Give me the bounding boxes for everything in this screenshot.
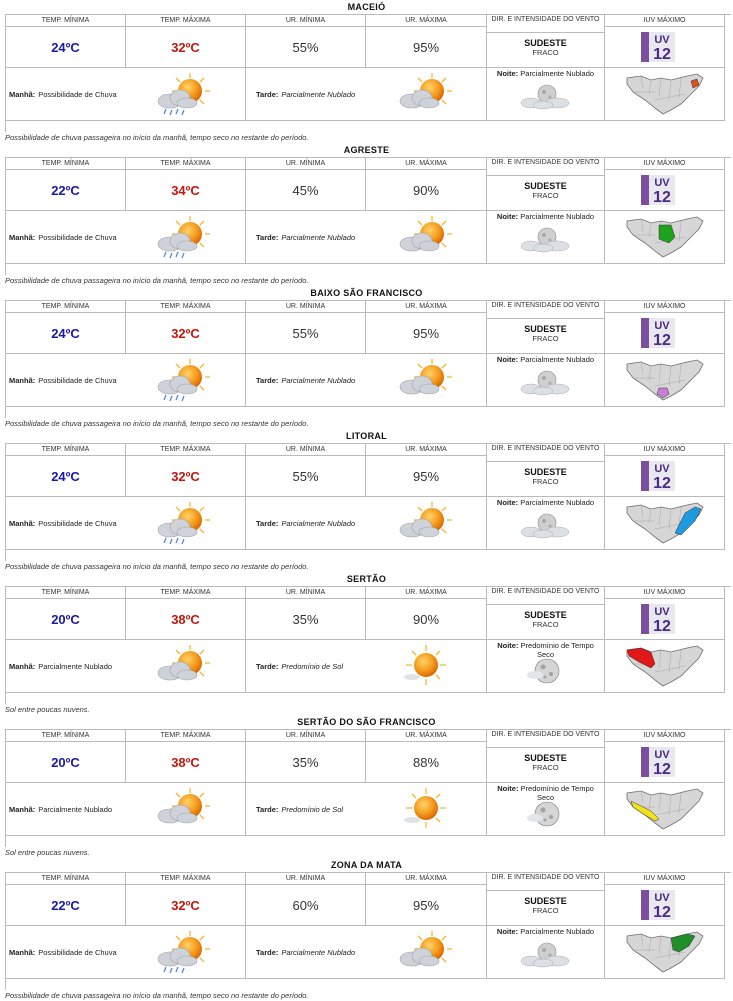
afternoon-label: Tarde: bbox=[256, 89, 279, 99]
uv-badge bbox=[641, 890, 675, 920]
night-forecast bbox=[487, 926, 604, 937]
moon-cloud-icon bbox=[517, 368, 573, 398]
temp-max-value: 38ºC bbox=[126, 599, 246, 640]
forecast-table bbox=[5, 14, 731, 132]
header-wind: DIR. E INTENSIDADE DO VENTO bbox=[487, 15, 605, 33]
header-ur-max: UR. MÁXIMA bbox=[366, 301, 487, 313]
forecast-table bbox=[5, 586, 731, 704]
forecast-note: Possibilidade de chuva passageira no início da manhã, tempo seco no restante do período. bbox=[5, 562, 309, 571]
map-cell bbox=[605, 497, 725, 550]
uv-cell bbox=[605, 456, 725, 497]
temp-min-value: 20ºC bbox=[6, 742, 126, 783]
uv-label: UV bbox=[654, 320, 670, 332]
night-cell bbox=[487, 211, 605, 264]
wind-cell bbox=[487, 33, 605, 68]
header-wind: DIR. E INTENSIDADE DO VENTO bbox=[487, 730, 605, 748]
forecast-note: Possibilidade de chuva passageira no início da manhã, tempo seco no restante do período. bbox=[5, 276, 309, 285]
morning-label: Manhã: bbox=[9, 661, 36, 671]
header-wind: DIR. E INTENSIDADE DO VENTO bbox=[487, 587, 605, 605]
forecast-table bbox=[5, 443, 731, 561]
night-text: Predomínio de Tempo Seco bbox=[520, 784, 594, 802]
wind-intensity: FRACO bbox=[532, 191, 559, 200]
morning-text: Possibilidade de Chuva bbox=[38, 518, 117, 528]
alagoas-map bbox=[625, 642, 705, 688]
forecast-note: Possibilidade de chuva passageira no início da manhã, tempo seco no restante do período. bbox=[5, 419, 309, 428]
map-cell bbox=[605, 783, 725, 836]
forecast-table bbox=[5, 729, 731, 847]
afternoon-text: Parcialmente Nublado bbox=[281, 232, 356, 242]
uv-value: 12 bbox=[653, 332, 671, 348]
night-forecast bbox=[487, 497, 604, 508]
night-forecast bbox=[487, 211, 604, 222]
night-forecast bbox=[487, 68, 604, 79]
header-temp-min: TEMP. MÍNIMA bbox=[6, 587, 126, 599]
uv-badge bbox=[641, 461, 675, 491]
sun-icon bbox=[394, 643, 458, 689]
header-temp-min: TEMP. MÍNIMA bbox=[6, 730, 126, 742]
header-wind: DIR. E INTENSIDADE DO VENTO bbox=[487, 301, 605, 319]
header-iuv: IUV MÁXIMO bbox=[605, 730, 725, 742]
ur-max-value: 88% bbox=[366, 742, 487, 783]
map-cell bbox=[605, 68, 725, 121]
temp-max-value: 38ºC bbox=[126, 742, 246, 783]
uv-badge bbox=[641, 32, 675, 62]
ur-max-value: 95% bbox=[366, 313, 487, 354]
sun-cloud-icon bbox=[152, 786, 216, 832]
sun-cloud-rain-icon bbox=[152, 357, 216, 403]
alagoas-map bbox=[625, 499, 705, 545]
header-ur-min: UR. MÍNIMA bbox=[246, 730, 366, 742]
alagoas-map bbox=[625, 785, 705, 831]
map-cell bbox=[605, 926, 725, 979]
morning-cell bbox=[6, 68, 246, 121]
region-title: ZONA DA MATA bbox=[330, 860, 403, 870]
header-iuv: IUV MÁXIMO bbox=[605, 158, 725, 170]
alagoas-map bbox=[625, 356, 705, 402]
wind-intensity: FRACO bbox=[532, 334, 559, 343]
ur-min-value: 35% bbox=[246, 599, 366, 640]
region-forecast-0 bbox=[0, 0, 733, 143]
ur-max-value: 95% bbox=[366, 885, 487, 926]
ur-min-value: 55% bbox=[246, 456, 366, 497]
header-temp-max: TEMP. MÁXIMA bbox=[126, 15, 246, 27]
header-temp-min: TEMP. MÍNIMA bbox=[6, 158, 126, 170]
temp-max-value: 34ºC bbox=[126, 170, 246, 211]
header-ur-max: UR. MÁXIMA bbox=[366, 587, 487, 599]
forecast-note: Possibilidade de chuva passageira no início da manhã, tempo seco no restante do período. bbox=[5, 133, 309, 142]
sun-cloud-rain-icon bbox=[152, 214, 216, 260]
header-temp-max: TEMP. MÁXIMA bbox=[126, 301, 246, 313]
uv-badge bbox=[641, 604, 675, 634]
uv-label: UV bbox=[654, 463, 670, 475]
wind-cell bbox=[487, 462, 605, 497]
temp-min-value: 20ºC bbox=[6, 599, 126, 640]
alagoas-map bbox=[625, 70, 705, 116]
moon-cloud-icon bbox=[517, 940, 573, 970]
wind-intensity: FRACO bbox=[532, 620, 559, 629]
night-text: Parcialmente Nublado bbox=[520, 212, 595, 221]
wind-direction: SUDESTE bbox=[524, 610, 567, 620]
afternoon-cell bbox=[246, 68, 487, 121]
afternoon-cell bbox=[246, 783, 487, 836]
uv-cell bbox=[605, 313, 725, 354]
afternoon-text: Parcialmente Nublado bbox=[281, 518, 356, 528]
night-label: Noite: bbox=[497, 641, 519, 650]
night-forecast bbox=[487, 354, 604, 365]
header-temp-min: TEMP. MÍNIMA bbox=[6, 444, 126, 456]
header-wind: DIR. E INTENSIDADE DO VENTO bbox=[487, 873, 605, 891]
uv-value: 12 bbox=[653, 618, 671, 634]
uv-label: UV bbox=[654, 606, 670, 618]
uv-label: UV bbox=[654, 749, 670, 761]
header-wind: DIR. E INTENSIDADE DO VENTO bbox=[487, 158, 605, 176]
alagoas-map bbox=[625, 928, 705, 974]
morning-label: Manhã: bbox=[9, 804, 36, 814]
region-forecast-4 bbox=[0, 572, 733, 715]
ur-min-value: 60% bbox=[246, 885, 366, 926]
morning-text: Possibilidade de Chuva bbox=[38, 89, 117, 99]
morning-cell bbox=[6, 640, 246, 693]
afternoon-text: Parcialmente Nublado bbox=[281, 375, 356, 385]
temp-max-value: 32ºC bbox=[126, 885, 246, 926]
header-iuv: IUV MÁXIMO bbox=[605, 15, 725, 27]
uv-value: 12 bbox=[653, 904, 671, 920]
region-forecast-3 bbox=[0, 429, 733, 572]
morning-cell bbox=[6, 211, 246, 264]
ur-max-value: 95% bbox=[366, 27, 487, 68]
header-temp-max: TEMP. MÁXIMA bbox=[126, 444, 246, 456]
ur-min-value: 55% bbox=[246, 313, 366, 354]
moon-cloud-icon bbox=[517, 225, 573, 255]
night-text: Parcialmente Nublado bbox=[520, 927, 595, 936]
morning-label: Manhã: bbox=[9, 375, 36, 385]
night-label: Noite: bbox=[496, 355, 519, 364]
night-text: Predomínio de Tempo Seco bbox=[520, 641, 594, 659]
header-iuv: IUV MÁXIMO bbox=[605, 301, 725, 313]
region-title: MACEIÓ bbox=[347, 2, 386, 12]
temp-min-value: 24ºC bbox=[6, 313, 126, 354]
wind-direction: SUDESTE bbox=[524, 324, 567, 334]
wind-direction: SUDESTE bbox=[524, 467, 567, 477]
night-cell bbox=[487, 926, 605, 979]
afternoon-cell bbox=[246, 926, 487, 979]
region-title: LITORAL bbox=[346, 431, 387, 441]
sun-cloud-rain-icon bbox=[152, 500, 216, 546]
night-label: Noite: bbox=[496, 69, 519, 78]
afternoon-cell bbox=[246, 497, 487, 550]
afternoon-text: Parcialmente Nublado bbox=[281, 947, 356, 957]
header-iuv: IUV MÁXIMO bbox=[605, 587, 725, 599]
night-text: Parcialmente Nublado bbox=[520, 498, 595, 507]
wind-intensity: FRACO bbox=[532, 763, 559, 772]
afternoon-label: Tarde: bbox=[256, 232, 279, 242]
forecast-table bbox=[5, 300, 731, 418]
uv-value: 12 bbox=[653, 761, 671, 777]
afternoon-label: Tarde: bbox=[256, 375, 279, 385]
header-ur-min: UR. MÍNIMA bbox=[246, 15, 366, 27]
wind-cell bbox=[487, 748, 605, 783]
ur-max-value: 90% bbox=[366, 599, 487, 640]
header-ur-min: UR. MÍNIMA bbox=[246, 301, 366, 313]
header-ur-min: UR. MÍNIMA bbox=[246, 158, 366, 170]
sun-cloud-icon bbox=[394, 357, 458, 403]
morning-text: Possibilidade de Chuva bbox=[38, 947, 117, 957]
morning-text: Parcialmente Nublado bbox=[38, 804, 113, 814]
morning-label: Manhã: bbox=[9, 947, 36, 957]
map-cell bbox=[605, 211, 725, 264]
uv-value: 12 bbox=[653, 475, 671, 491]
header-temp-max: TEMP. MÁXIMA bbox=[126, 158, 246, 170]
morning-label: Manhã: bbox=[9, 518, 36, 528]
header-ur-max: UR. MÁXIMA bbox=[366, 15, 487, 27]
temp-min-value: 24ºC bbox=[6, 27, 126, 68]
temp-min-value: 24ºC bbox=[6, 456, 126, 497]
temp-max-value: 32ºC bbox=[126, 313, 246, 354]
header-temp-max: TEMP. MÁXIMA bbox=[126, 730, 246, 742]
wind-cell bbox=[487, 176, 605, 211]
temp-max-value: 32ºC bbox=[126, 27, 246, 68]
temp-min-value: 22ºC bbox=[6, 170, 126, 211]
wind-intensity: FRACO bbox=[532, 906, 559, 915]
temp-min-value: 22ºC bbox=[6, 885, 126, 926]
region-forecast-1 bbox=[0, 143, 733, 286]
sun-cloud-icon bbox=[394, 214, 458, 260]
uv-cell bbox=[605, 170, 725, 211]
night-label: Noite: bbox=[496, 927, 519, 936]
afternoon-text: Predomínio de Sol bbox=[281, 661, 344, 671]
uv-cell bbox=[605, 599, 725, 640]
region-title: BAIXO SÃO FRANCISCO bbox=[310, 288, 423, 298]
forecast-note: Possibilidade de chuva passageira no início da manhã, tempo seco no restante do período. bbox=[5, 991, 309, 1000]
night-text: Parcialmente Nublado bbox=[520, 355, 595, 364]
region-forecast-2 bbox=[0, 286, 733, 429]
region-title: SERTÃO bbox=[346, 574, 387, 584]
ur-min-value: 35% bbox=[246, 742, 366, 783]
wind-cell bbox=[487, 891, 605, 926]
afternoon-cell bbox=[246, 354, 487, 407]
header-ur-max: UR. MÁXIMA bbox=[366, 730, 487, 742]
header-wind: DIR. E INTENSIDADE DO VENTO bbox=[487, 444, 605, 462]
morning-label: Manhã: bbox=[9, 232, 36, 242]
afternoon-label: Tarde: bbox=[256, 661, 279, 671]
sun-cloud-icon bbox=[394, 929, 458, 975]
sun-cloud-rain-icon bbox=[152, 71, 216, 117]
night-cell bbox=[487, 68, 605, 121]
forecast-table bbox=[5, 157, 731, 275]
night-label: Noite: bbox=[496, 498, 519, 507]
night-cell bbox=[487, 783, 605, 836]
wind-cell bbox=[487, 319, 605, 354]
sun-cloud-icon bbox=[394, 500, 458, 546]
afternoon-label: Tarde: bbox=[256, 804, 279, 814]
wind-direction: SUDESTE bbox=[524, 753, 567, 763]
header-ur-min: UR. MÍNIMA bbox=[246, 444, 366, 456]
sun-cloud-rain-icon bbox=[152, 929, 216, 975]
morning-text: Parcialmente Nublado bbox=[38, 661, 113, 671]
temp-max-value: 32ºC bbox=[126, 456, 246, 497]
header-iuv: IUV MÁXIMO bbox=[605, 444, 725, 456]
wind-intensity: FRACO bbox=[532, 48, 559, 57]
region-title: AGRESTE bbox=[343, 145, 390, 155]
header-temp-max: TEMP. MÁXIMA bbox=[126, 873, 246, 885]
uv-badge bbox=[641, 175, 675, 205]
sun-icon bbox=[394, 786, 458, 832]
morning-cell bbox=[6, 926, 246, 979]
morning-cell bbox=[6, 783, 246, 836]
forecast-table bbox=[5, 872, 731, 990]
night-label: Noite: bbox=[497, 784, 519, 793]
wind-direction: SUDESTE bbox=[524, 38, 567, 48]
moon-icon bbox=[517, 654, 573, 690]
moon-cloud-icon bbox=[517, 511, 573, 541]
morning-text: Possibilidade de Chuva bbox=[38, 375, 117, 385]
afternoon-label: Tarde: bbox=[256, 947, 279, 957]
header-ur-max: UR. MÁXIMA bbox=[366, 873, 487, 885]
header-ur-max: UR. MÁXIMA bbox=[366, 444, 487, 456]
uv-cell bbox=[605, 742, 725, 783]
header-temp-min: TEMP. MÍNIMA bbox=[6, 301, 126, 313]
morning-cell bbox=[6, 354, 246, 407]
afternoon-text: Predomínio de Sol bbox=[281, 804, 344, 814]
afternoon-label: Tarde: bbox=[256, 518, 279, 528]
region-forecast-5 bbox=[0, 715, 733, 858]
uv-cell bbox=[605, 885, 725, 926]
header-temp-min: TEMP. MÍNIMA bbox=[6, 15, 126, 27]
wind-intensity: FRACO bbox=[532, 477, 559, 486]
header-ur-max: UR. MÁXIMA bbox=[366, 158, 487, 170]
ur-max-value: 95% bbox=[366, 456, 487, 497]
moon-icon bbox=[517, 797, 573, 833]
morning-label: Manhã: bbox=[9, 89, 36, 99]
afternoon-cell bbox=[246, 640, 487, 693]
uv-label: UV bbox=[654, 34, 670, 46]
header-ur-min: UR. MÍNIMA bbox=[246, 587, 366, 599]
night-label: Noite: bbox=[496, 212, 519, 221]
night-cell bbox=[487, 497, 605, 550]
ur-max-value: 90% bbox=[366, 170, 487, 211]
forecast-note: Sol entre poucas nuvens. bbox=[5, 848, 90, 857]
wind-direction: SUDESTE bbox=[524, 181, 567, 191]
afternoon-cell bbox=[246, 211, 487, 264]
region-title: SERTÃO DO SÃO FRANCISCO bbox=[297, 717, 436, 727]
header-temp-min: TEMP. MÍNIMA bbox=[6, 873, 126, 885]
morning-cell bbox=[6, 497, 246, 550]
alagoas-map bbox=[625, 213, 705, 259]
uv-label: UV bbox=[654, 177, 670, 189]
header-temp-max: TEMP. MÁXIMA bbox=[126, 587, 246, 599]
uv-badge bbox=[641, 747, 675, 777]
header-ur-min: UR. MÍNIMA bbox=[246, 873, 366, 885]
forecast-note: Sol entre poucas nuvens. bbox=[5, 705, 90, 714]
uv-label: UV bbox=[654, 892, 670, 904]
wind-direction: SUDESTE bbox=[524, 896, 567, 906]
uv-cell bbox=[605, 27, 725, 68]
ur-min-value: 45% bbox=[246, 170, 366, 211]
map-cell bbox=[605, 640, 725, 693]
sun-cloud-icon bbox=[152, 643, 216, 689]
wind-cell bbox=[487, 605, 605, 640]
night-cell bbox=[487, 640, 605, 693]
uv-badge bbox=[641, 318, 675, 348]
night-text: Parcialmente Nublado bbox=[520, 69, 595, 78]
ur-min-value: 55% bbox=[246, 27, 366, 68]
night-cell bbox=[487, 354, 605, 407]
sun-cloud-icon bbox=[394, 71, 458, 117]
uv-value: 12 bbox=[653, 189, 671, 205]
region-forecast-6 bbox=[0, 858, 733, 1001]
map-cell bbox=[605, 354, 725, 407]
uv-value: 12 bbox=[653, 46, 671, 62]
morning-text: Possibilidade de Chuva bbox=[38, 232, 117, 242]
moon-cloud-icon bbox=[517, 82, 573, 112]
header-iuv: IUV MÁXIMO bbox=[605, 873, 725, 885]
afternoon-text: Parcialmente Nublado bbox=[281, 89, 356, 99]
